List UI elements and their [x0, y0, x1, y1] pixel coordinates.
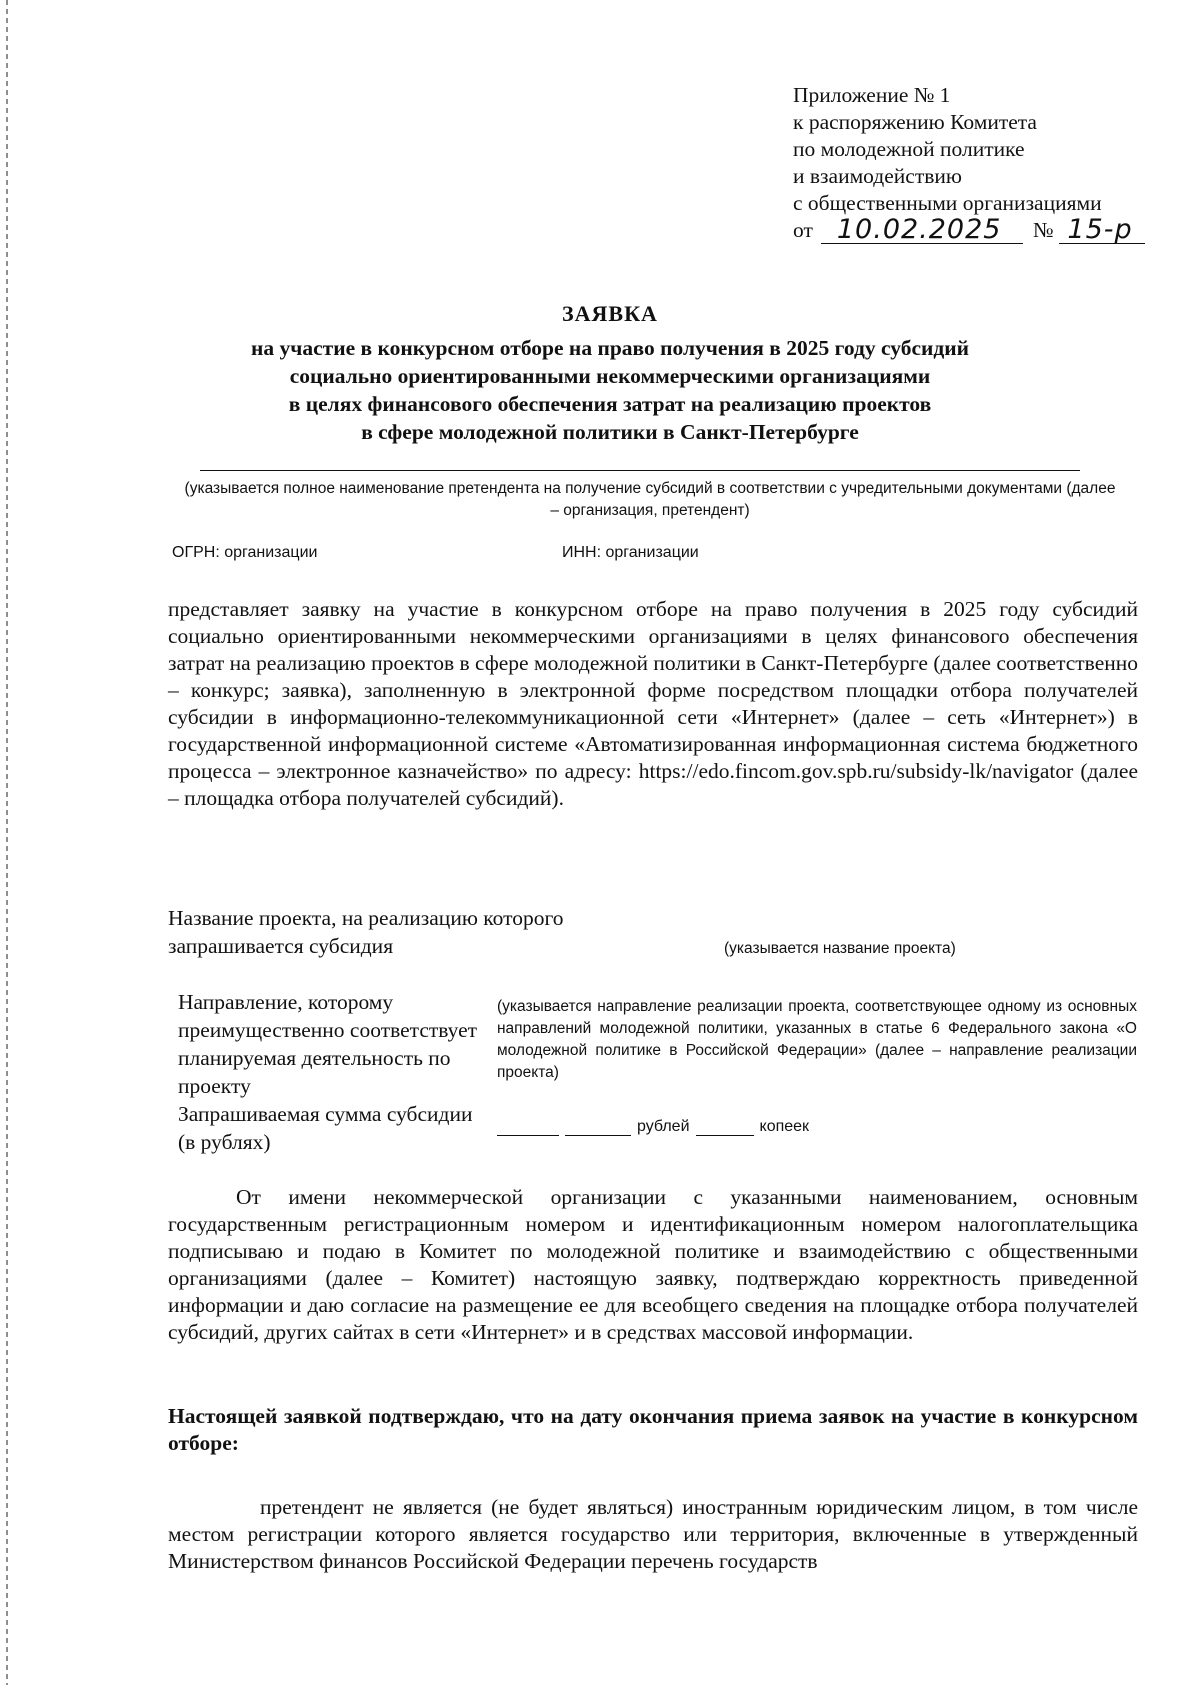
number-label: № — [1032, 218, 1054, 242]
amount-field — [497, 1118, 809, 1136]
kopecks-blank[interactable] — [696, 1121, 754, 1136]
rubles-label: рублей — [637, 1118, 690, 1135]
appendix-header — [793, 82, 1173, 244]
application-paragraph: представляет заявку на участие в конкурсном отборе на право получения в 2025 году субсидий социально ориентированными некоммерческими организациями в целях финансового обеспечения затрат на реализацию проектов в сфере молодежной политики в Санкт-Петербурге (далее соответственно – конкурс; заявка), заполненную в электронной форме посредством площадки отбора получателей субсидии в информационно-телекоммуникационной сети «Интернет» (далее – сеть «Интернет») в государственной информационной системе «Автоматизированная информационная система бюджетного процесса – электронное казначейство» по адресу: https://edo.fincom.gov.spb.ru/subsidy-lk/navigator (далее – площадка отбора получателей субсидий). — [168, 597, 1138, 810]
document-title — [170, 300, 1050, 446]
title-line: в сфере молодежной политики в Санкт-Петербурге — [361, 420, 859, 444]
appendix-line: и взаимодействию — [793, 164, 962, 188]
title-line: на участие в конкурсном отборе на право получения в 2025 году субсидий — [250, 336, 970, 360]
confirmation-heading: Настоящей заявкой подтверждаю, что на дату окончания приема заявок на участие в конкурсном отборе: — [168, 1404, 1138, 1455]
project-name-label: Название проекта, на реализацию которого запрашивается субсидия — [168, 906, 564, 958]
direction-hint: (указывается направление реализации проекта, соответствующее одному из основных направлений молодежной политики, указанных в статье 6 Федерального закона «О молодежной политике в Российской Федерации» (далее – направление реализации проекта) — [497, 998, 1137, 1081]
appendix-line: по молодежной политике — [793, 137, 1025, 161]
handwritten-number: 15-р — [1059, 217, 1145, 244]
project-name-hint: (указывается название проекта) — [724, 940, 956, 957]
direction-label: Направление, которому преимущественно соответствует планируемая деятельность по проекту — [178, 990, 478, 1098]
handwritten-date: 10.02.2025 — [821, 217, 1023, 244]
confirmation-item: претендент не является (не будет являться) иностранным юридическим лицом, в том числе местом регистрации которого является государство или территория, включенные в утвержденный Министерством финансов Российской Федерации перечень государств — [168, 1495, 1138, 1573]
appendix-line: Приложение № 1 — [793, 83, 951, 107]
kopecks-label: копеек — [759, 1118, 810, 1135]
title-main: ЗАЯВКА — [562, 301, 658, 326]
organization-name-hint: (указывается полное наименование претендента на получение субсидий в соответствии с учредительными документами (далее – организация, претендент) — [184, 480, 1116, 519]
rubles-blank-1[interactable] — [497, 1121, 559, 1136]
rubles-blank-2[interactable] — [565, 1121, 631, 1136]
appendix-line: к распоряжению Комитета — [793, 110, 1037, 134]
title-line: в целях финансового обеспечения затрат на реализацию проектов — [288, 392, 932, 416]
organization-name-field[interactable] — [200, 470, 1080, 471]
inn-field: ИНН: организации — [562, 544, 699, 561]
order-date-number — [793, 214, 1173, 245]
amount-label: Запрашиваемая сумма субсидии (в рублях) — [178, 1102, 473, 1154]
appendix-line: с общественными организациями — [793, 191, 1102, 215]
consent-paragraph: От имени некоммерческой организации с указанными наименованием, основным государственным регистрационным номером и идентификационным номером налогоплательщика подписываю и подаю в Комитет по молодежной политике и взаимодействию с общественными организациями (далее – Комитет) настоящую заявку, подтверждаю корректность приведенной информации и даю согласие на размещение ее для всеобщего сведения на площадке отбора получателей субсидий, других сайтах в сети «Интернет» и в средствах массовой информации. — [168, 1185, 1138, 1344]
from-label: от — [793, 218, 813, 242]
ogrn-field: ОГРН: организации — [172, 544, 318, 561]
scan-edge — [6, 0, 8, 1685]
title-line: социально ориентированными некоммерческими организациями — [289, 364, 931, 388]
